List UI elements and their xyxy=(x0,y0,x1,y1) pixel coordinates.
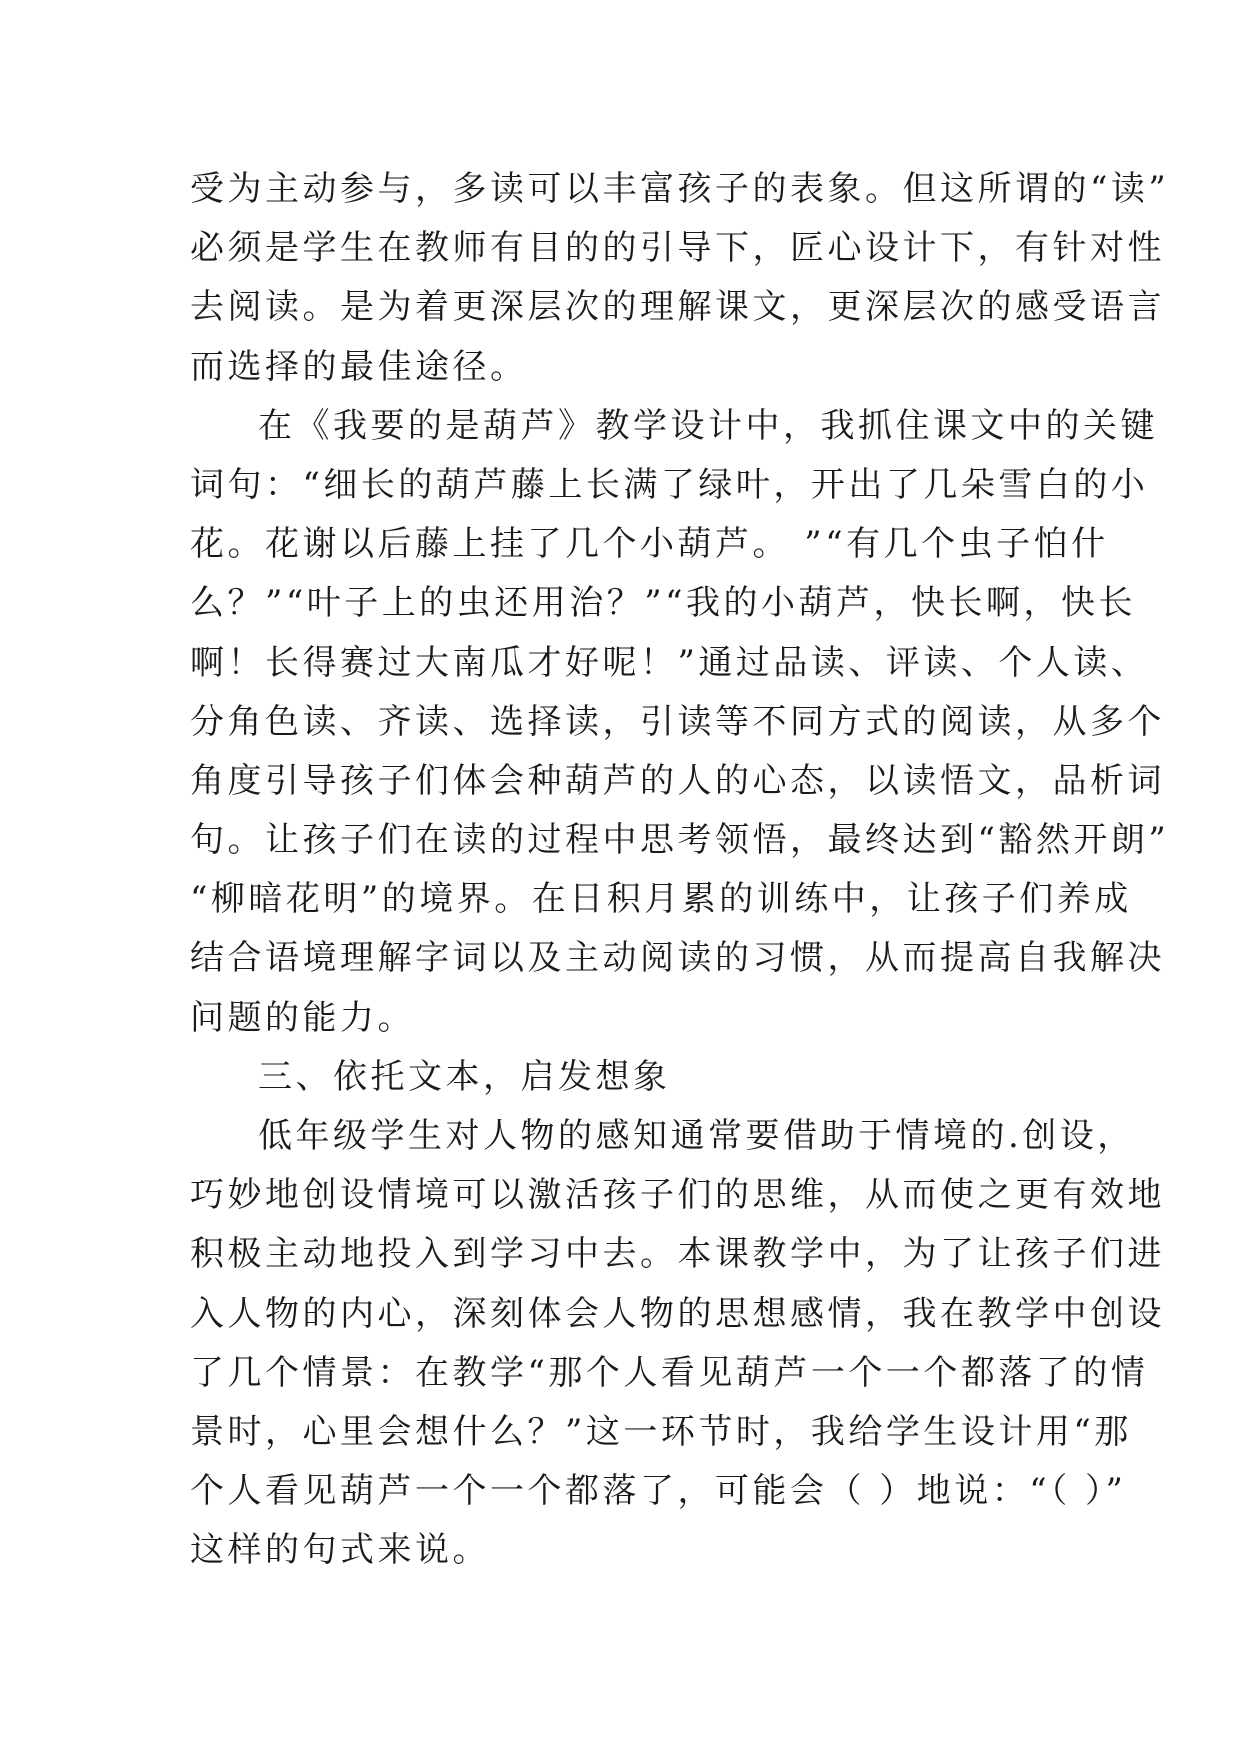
body-text xyxy=(190,160,1170,1581)
text-line: 词句：“细长的葫芦藤上长满了绿叶，开出了几朵雪白的小 xyxy=(190,464,1149,505)
text-line: 问题的能力。 xyxy=(190,997,415,1038)
text-line: 了几个情景：在教学“那个人看见葫芦一个一个都落了的情 xyxy=(190,1352,1149,1393)
paragraph-first-line: 在《我要的是葫芦》教学设计中，我抓住课文中的关键 xyxy=(258,405,1158,446)
text-line: 啊！长得赛过大南瓜才好呢！”通过品读、评读、个人读、 xyxy=(190,642,1149,683)
text-line: 花。花谢以后藤上挂了几个小葫芦。 ”“有几个虫子怕什 xyxy=(190,524,1109,565)
text-line: 入人物的内心，深刻体会人物的思想感情，我在教学中创设 xyxy=(190,1293,1165,1334)
text-line: 积极主动地投入到学习中去。本课教学中，为了让孩子们进 xyxy=(190,1234,1165,1275)
text-line: 而选择的最佳途径。 xyxy=(190,346,528,387)
text-line: “柳暗花明”的境界。在日积月累的训练中，让孩子们养成 xyxy=(190,879,1132,920)
paragraph-first-line: 低年级学生对人物的感知通常要借助于情境的.创设， xyxy=(258,1116,1135,1156)
text-line: 去阅读。是为着更深层次的理解课文，更深层次的感受语言 xyxy=(190,287,1165,328)
paragraph-first-line: 三、依托文本，启发想象 xyxy=(258,1056,671,1097)
text-line: 分角色读、齐读、选择读，引读等不同方式的阅读，从多个 xyxy=(190,701,1165,742)
text-line: 个人看见葫芦一个一个都落了，可能会（ ）地说：“（ ）” xyxy=(190,1471,1127,1512)
text-line: 角度引导孩子们体会种葫芦的人的心态，以读悟文，品析词 xyxy=(190,760,1165,801)
text-line: 受为主动参与，多读可以丰富孩子的表象。但这所谓的“读” xyxy=(190,169,1170,209)
text-line: 么？”“叶子上的虫还用治？”“我的小葫芦，快长啊，快长 xyxy=(190,583,1137,624)
text-line: 必须是学生在教师有目的的引导下，匠心设计下，有针对性 xyxy=(190,228,1165,269)
text-line: 结合语境理解字词以及主动阅读的习惯，从而提高自我解决 xyxy=(190,938,1165,979)
text-line: 巧妙地创设情境可以激活孩子们的思维，从而使之更有效地 xyxy=(190,1175,1165,1216)
text-line: 这样的句式来说。 xyxy=(190,1530,490,1571)
text-line: 景时，心里会想什么？”这一环节时，我给学生设计用“那 xyxy=(190,1411,1132,1452)
text-line: 句。让孩子们在读的过程中思考领悟，最终达到“豁然开朗” xyxy=(190,820,1170,861)
